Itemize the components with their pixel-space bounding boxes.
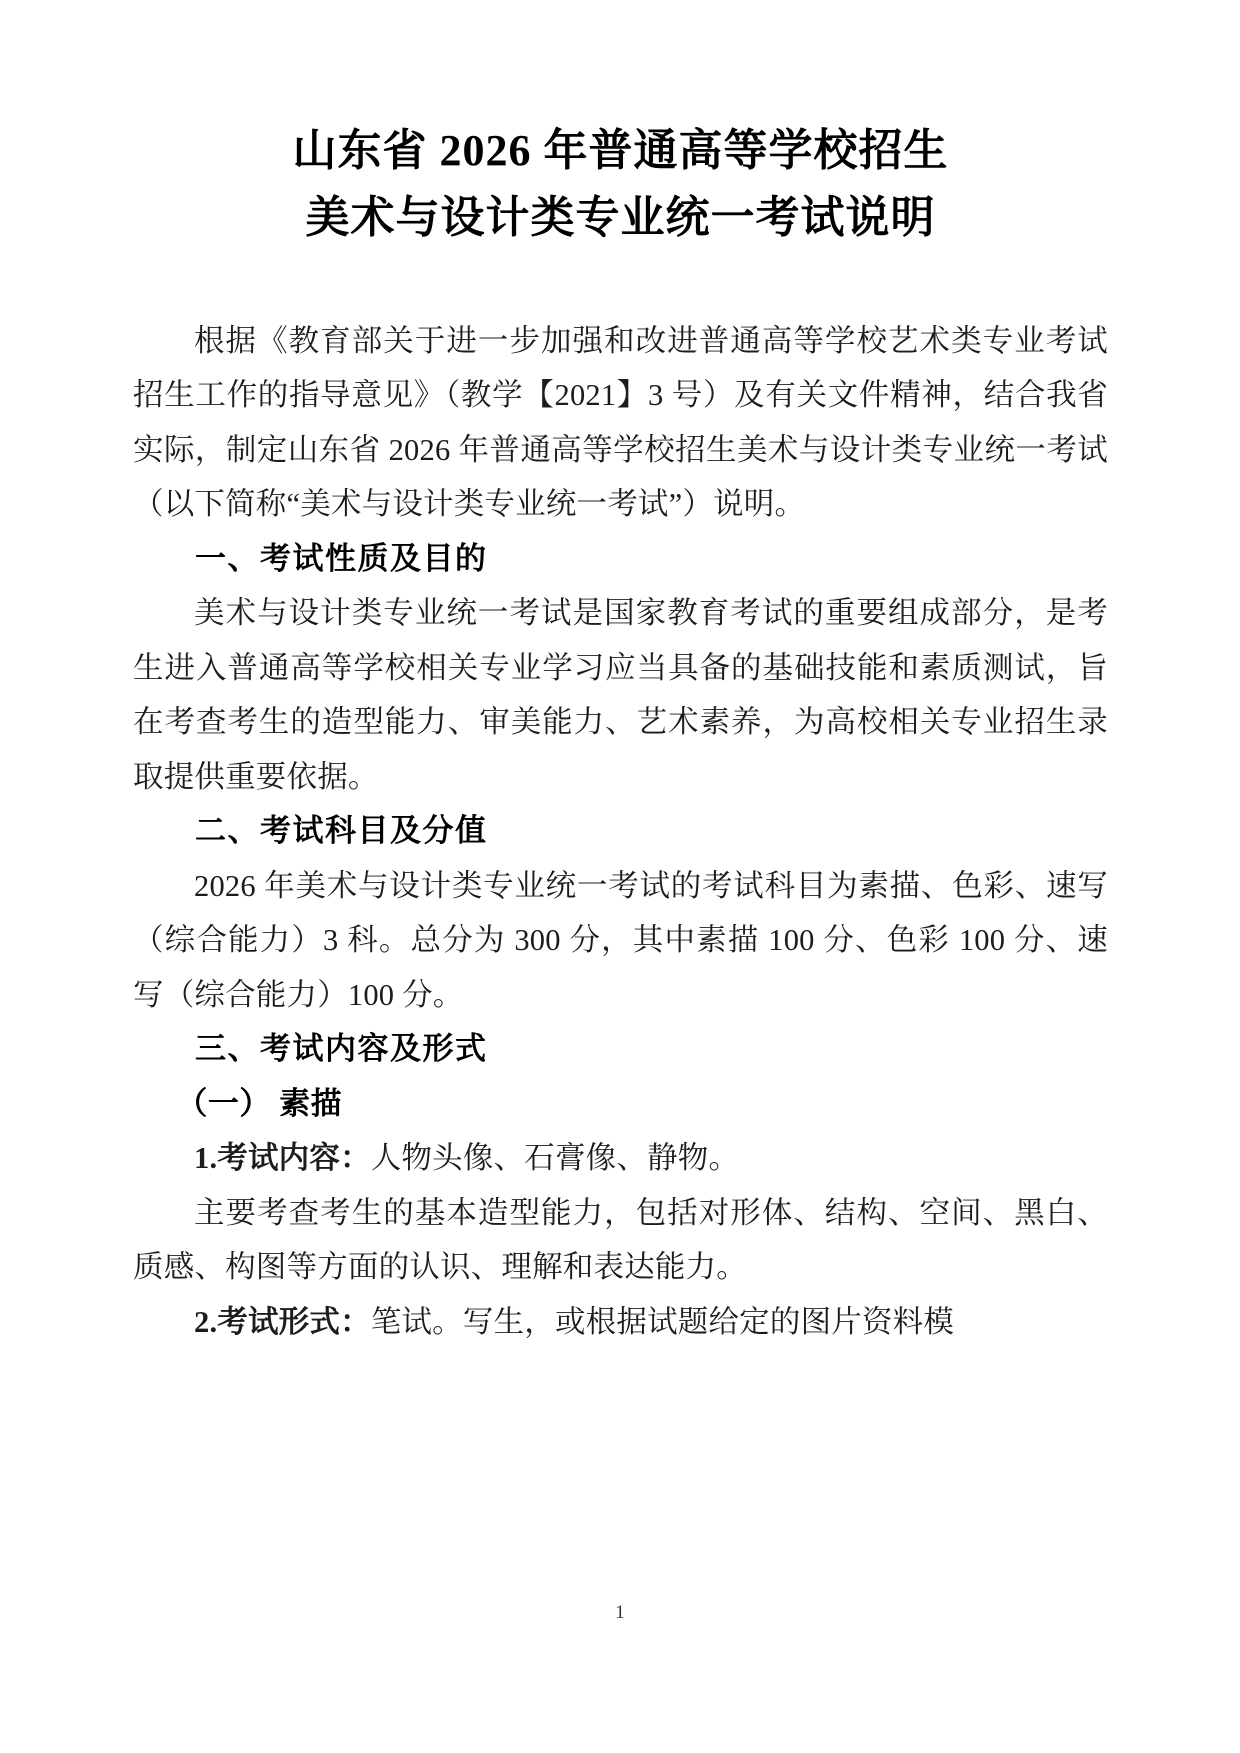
exam-format-item (133, 1295, 1108, 1350)
page-number: 1 (615, 1602, 625, 1623)
exam-content-label: 1.考试内容： (194, 1141, 371, 1176)
page-title-line-1: 山东省 2026 年普通高等学校招生 (292, 126, 949, 175)
exam-format-label: 2.考试形式： (194, 1304, 371, 1339)
page-title (133, 118, 1108, 252)
page-title-line-2: 美术与设计类专业统一考试说明 (305, 192, 936, 242)
exam-format-text: 笔试。写生，或根据试题给定的图片资料模 (370, 1304, 955, 1339)
intro-paragraph: 根据《教育部关于进一步加强和改进普通高等学校艺术类专业考试招生工作的指导意见》（教学【2021】3 号）及有关文件精神，结合我省实际，制定山东省 2026 年普通高等学校招生美术与设计类专业统一考试（以下简称“美术与设计类专业统一考试”）说明。 (133, 323, 1108, 522)
section-heading-1: 一、考试性质及目的 (195, 540, 488, 576)
subsection-heading-sketch: （一） 素描 (176, 1085, 343, 1121)
title-body-spacer (133, 252, 1108, 314)
exam-content-detail: 主要考查考生的基本造型能力，包括对形体、结构、空间、黑白、质感、构图等方面的认识、理解和表达能力。 (133, 1195, 1108, 1285)
section-heading-2: 二、考试科目及分值 (195, 813, 488, 849)
section-paragraph-1: 美术与设计类专业统一考试是国家教育考试的重要组成部分，是考生进入普通高等学校相关专业学习应当具备的基础技能和素质测试，旨在考查考生的造型能力、审美能力、艺术素养，为高校相关专业招生录取提供重要依据。 (133, 596, 1108, 794)
section-paragraph-2: 2026 年美术与设计类专业统一考试的考试科目为素描、色彩、速写（综合能力）3 科。总分为 300 分，其中素描 100 分、色彩 100 分、速写（综合能力）100 分。 (133, 868, 1108, 1012)
section-heading-3: 三、考试内容及形式 (195, 1031, 488, 1067)
exam-content-item (133, 1131, 1108, 1186)
document-content (133, 118, 1108, 1349)
exam-content-text: 人物头像、石膏像、静物。 (370, 1141, 740, 1176)
